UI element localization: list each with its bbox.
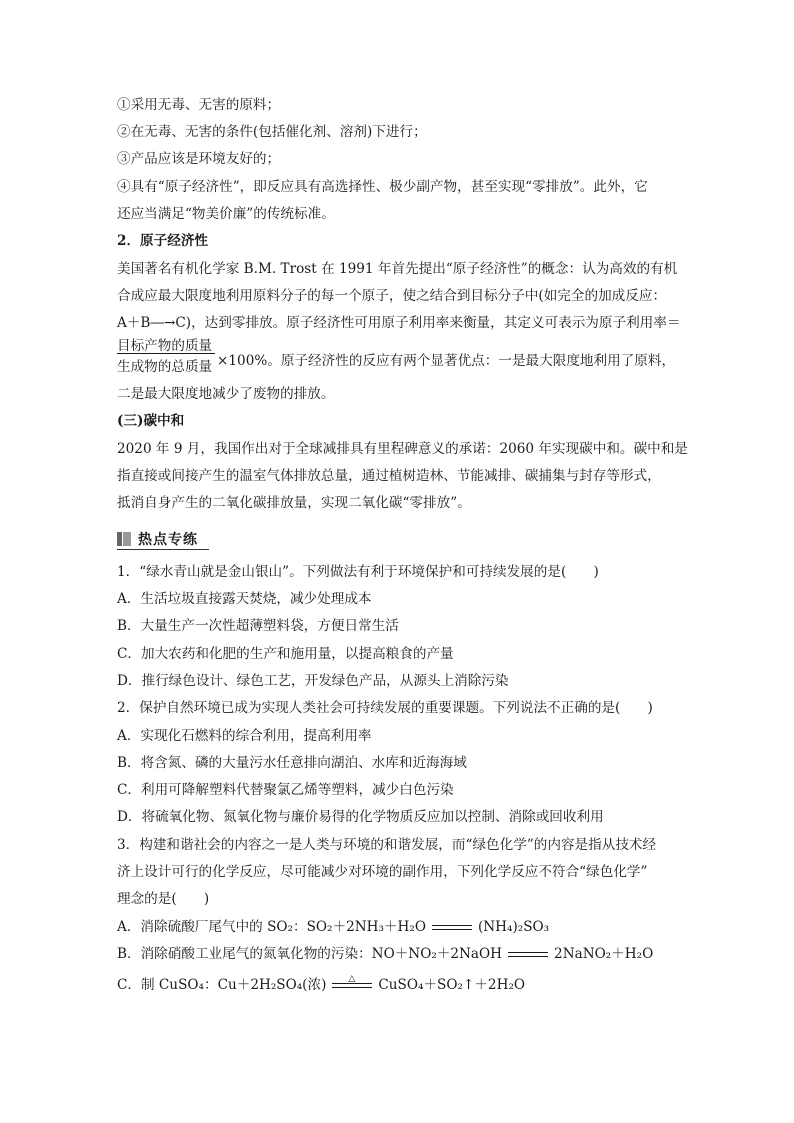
question-2-option-b: B．将含氮、磷的大量污水任意排向湖泊、水库和近海海域 (117, 755, 467, 771)
option-a-products: (NH₄)₂SO₃ (477, 919, 550, 935)
principle-4-cont: 还应当满足“物美价廉”的传统标准。 (117, 206, 335, 222)
question-3-option-c (117, 973, 526, 994)
option-c-reactants: C．制 CuSO₄：Cu＋2H₂SO₄(浓) (117, 977, 327, 993)
atom-economy-para-5: 二是最大限度地减少了废物的排放。 (117, 386, 335, 402)
heat-triangle-icon: △ (348, 973, 356, 984)
atom-economy-para-4: ×100%。原子经济性的反应有两个显著优点：一是最大限度地利用了原料， (217, 353, 676, 369)
question-1: 1．“绿水青山就是金山银山”。下列做法有利于环境保护和可持续发展的是( ) (117, 564, 599, 580)
question-1-option-b: B．大量生产一次性超薄塑料袋，方便日常生活 (117, 618, 399, 634)
option-c-products: CuSO₄＋SO₂↑＋2H₂O (378, 977, 526, 993)
carbon-para-2: 指直接或间接产生的温室气体排放总量，通过植树造林、节能减排、碳捕集与封存等形式， (117, 468, 661, 484)
equals-sign (508, 949, 548, 961)
section-underline (117, 549, 209, 550)
question-3-option-b (117, 945, 653, 963)
heading-bar-icon-light (123, 532, 131, 546)
heading-atom-economy: 2．原子经济性 (117, 233, 209, 249)
section-heading (117, 528, 209, 548)
fraction-denominator: 生成物的总质量 (117, 359, 213, 375)
question-1-option-c: C．加大农药和化肥的生产和施用量，以提高粮食的产量 (117, 646, 454, 662)
principle-3: ③产品应该是环境友好的； (117, 151, 281, 167)
atom-economy-para-3: A＋B―→C)，达到零排放。原子经济性可用原子利用率来衡量，其定义可表示为原子利用率＝ (117, 315, 681, 331)
question-2-option-a: A．实现化石燃料的综合利用，提高利用率 (117, 728, 372, 744)
fraction-numerator: 目标产物的质量 (117, 338, 213, 354)
question-2: 2．保护自然环境已成为实现人类社会可持续发展的重要课题。下列说法不正确的是( ) (117, 700, 653, 716)
option-a-reactants: A．消除硫酸厂尾气中的 SO₂：SO₂＋2NH₃＋H₂O (117, 919, 426, 935)
option-b-reactants: B．消除硝酸工业尾气的氮氧化物的污染：NO＋NO₂＋2NaOH (117, 946, 503, 962)
question-3-line-1: 3．构建和谐社会的内容之一是人类与环境的和谐发展，而“绿色化学”的内容是指从技术经 (117, 837, 657, 853)
question-3-option-a (117, 918, 549, 936)
atom-economy-para-1: 美国著名有机化学家 B.M. Trost 在 1991 年首先提出“原子经济性”的概念：认为高效的有机 (117, 261, 678, 277)
fraction-bar (117, 353, 215, 354)
question-2-option-c: C．利用可降解塑料代替聚氯乙烯等塑料，减少白色污染 (117, 782, 454, 798)
principle-2: ②在无毒、无害的条件(包括催化剂、溶剂)下进行； (117, 124, 427, 140)
question-1-option-a: A．生活垃圾直接露天焚烧，减少处理成本 (117, 591, 372, 607)
principle-4: ④具有“原子经济性”，即反应具有高选择性、极少副产物，甚至实现“零排放”。此外，它 (117, 179, 648, 195)
heading-bar-icon (117, 532, 122, 546)
heating-equals-sign (332, 973, 372, 992)
principle-1: ①采用无毒、无害的原料； (117, 97, 281, 113)
question-3-line-2: 济上设计可行的化学反应，尽可能减少对环境的副作用，下列化学反应不符合“绿色化学” (117, 864, 648, 880)
question-2-option-d: D．将硫氧化物、氮氧化物与廉价易得的化学物质反应加以控制、消除或回收利用 (117, 809, 604, 825)
option-b-products: 2NaNO₂＋H₂O (554, 946, 654, 962)
heading-carbon-neutrality: (三)碳中和 (117, 413, 185, 429)
equals-sign (432, 922, 472, 934)
section-title: 热点专练 (138, 532, 198, 548)
question-1-option-d: D．推行绿色设计、绿色工艺，开发绿色产品，从源头上消除污染 (117, 673, 509, 689)
question-3-line-3: 理念的是( ) (117, 891, 210, 907)
atom-economy-para-2: 合成应最大限度地利用原料分子的每一个原子，使之结合到目标分子中(如完全的加成反应： (117, 288, 667, 304)
carbon-para-1: 2020 年 9 月，我国作出对于全球减排具有里程碑意义的承诺：2060 年实现碳中和。碳中和是 (117, 441, 688, 457)
carbon-para-3: 抵消自身产生的二氧化碳排放量，实现二氧化碳“零排放”。 (117, 495, 471, 511)
